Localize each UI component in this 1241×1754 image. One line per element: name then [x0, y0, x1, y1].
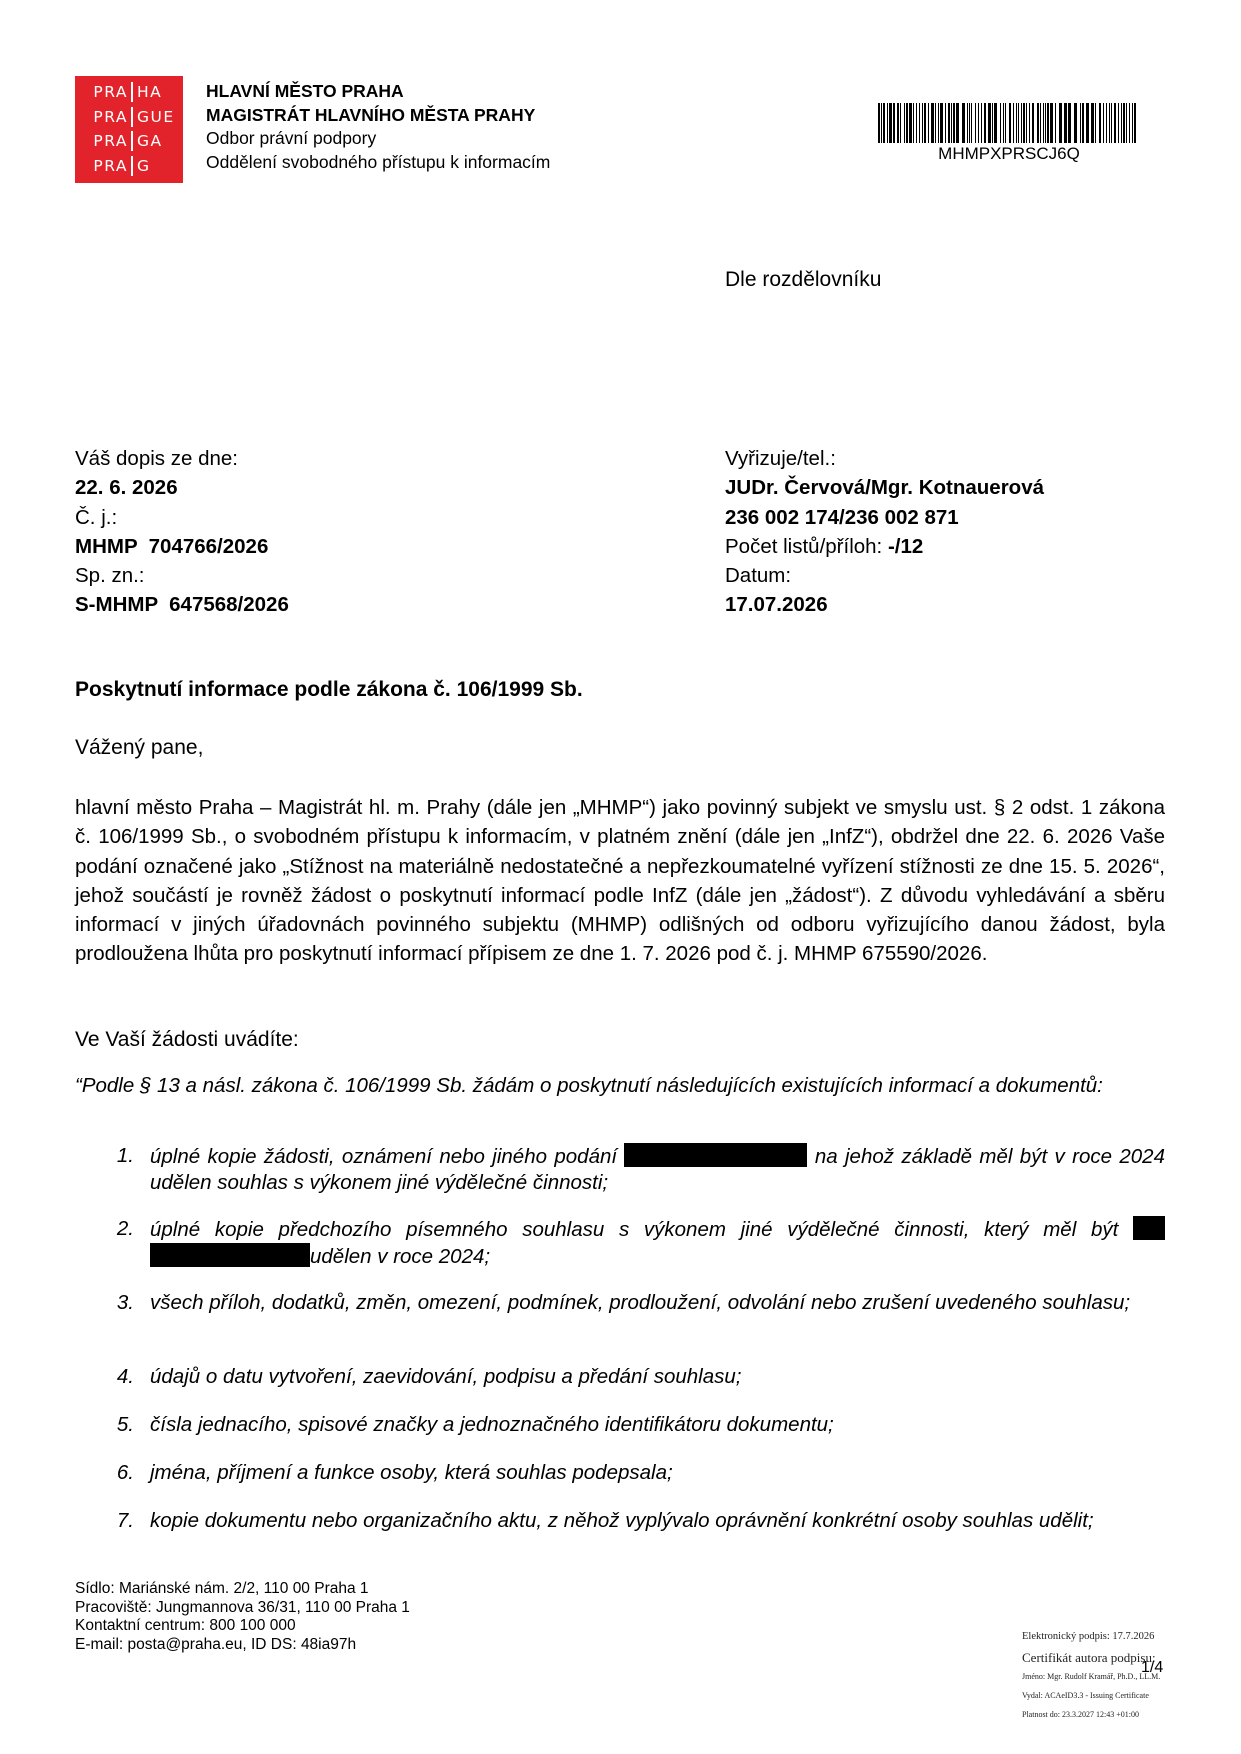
- handler-label: Vyřizuje/tel.:: [725, 447, 836, 470]
- salutation: Vážený pane,: [75, 736, 204, 759]
- letter-date-label: Váš dopis ze dne:: [75, 447, 238, 470]
- quote-intro: “Podle § 13 a násl. zákona č. 106/1999 Sb. žádám o poskytnutí následujících existujících informací a dokumentů:: [75, 1074, 1103, 1097]
- footer-contact-center: Kontaktní centrum: 800 100 000: [75, 1617, 296, 1634]
- date-label: Datum:: [725, 564, 792, 588]
- body-paragraph: hlavní město Praha – Magistrát hl. m. Prahy (dále jen „MHMP“) jako povinný subjekt ve smyslu ust. § 2 odst. 1 zákona č. 106/1999 Sb., o svobodném přístupu k informacím, v platném znění (dále jen „InfZ“), obdržel dne 22. 6. 2026 Vaše podání označené jako „Stížnost na materiálně nedostatečné a nepřezkoumatelné vyřízení stížnosti ze dne 15. 5. 2026“, jehož součástí je rovněž žádost o poskytnutí informací podle InfZ (dále jen „žádost“). Z důvodu vyhledávání a sběru informací v jiných úřadovnách povinného subjektu (MHMP) odlišných od odboru vyřizujícího danou žádost, byla prodloužena lhůta pro poskytnutí informací přípisem ze dne 1. 7. 2026 pod č. j. MHMP 675590/2026.: [75, 796, 1165, 966]
- org-name: HLAVNÍ MĚSTO PRAHA: [206, 81, 404, 101]
- file-label: Sp. zn.:: [75, 564, 145, 588]
- file-number: S-MHMP 647568/2026: [75, 593, 289, 617]
- org-department: Odbor právní podpory: [206, 128, 377, 148]
- handler-block: [725, 444, 1044, 620]
- letter-issue-date: 17.07.2026: [725, 593, 828, 617]
- logo-text: PRA HA PRA GUE PRA GA PRA G: [93, 83, 175, 175]
- org-section: Oddělení svobodného přístupu k informacím: [206, 151, 551, 172]
- reference-block: [75, 444, 289, 620]
- request-intro: Ve Vaší žádosti uvádíte:: [75, 1028, 299, 1051]
- letter-date: 22. 6. 2026: [75, 476, 178, 500]
- handler-phones: 236 002 174/236 002 871: [725, 505, 959, 529]
- handler-names: JUDr. Červová/Mgr. Kotnauerová: [725, 476, 1044, 500]
- sheets-line: Počet listů/příloh: -/12: [725, 534, 924, 558]
- footer-email: E-mail: posta@praha.eu, ID DS: 48ia97h: [75, 1635, 357, 1653]
- org-office: MAGISTRÁT HLAVNÍHO MĚSTA PRAHY: [206, 104, 536, 125]
- footer-seat: Sídlo: Mariánské nám. 2/2, 110 00 Praha 1: [75, 1580, 369, 1597]
- prague-logo: [75, 76, 183, 183]
- electronic-signature: Elektronický podpis: 17.7.2026 Certifikát autora podpisu: Jméno: Mgr. Rudolf Kramář, Ph.D., LL.M. Vydal: ACAeID3.3 - Issuing Certificate Platnost do: 23.3.2027 12:43 +01:00: [1022, 1631, 1161, 1719]
- footer-workplace: Pracoviště: Jungmannova 36/31, 110 00 Praha 1: [75, 1598, 410, 1616]
- redaction-box: [1133, 1216, 1165, 1240]
- sheets-count: -/12: [887, 534, 924, 558]
- ref-number: MHMP 704766/2026: [75, 534, 269, 558]
- recipient: Dle rozdělovníku: [725, 268, 882, 291]
- footer-contact: [75, 1580, 410, 1654]
- barcode-code: MHMPXPRSCJ6Q: [938, 144, 1080, 163]
- page-number: 1/4: [1141, 1659, 1164, 1676]
- letterhead: [206, 80, 550, 174]
- ref-label: Č. j.:: [75, 505, 118, 529]
- redaction-box: [150, 1243, 310, 1267]
- redaction-box: [624, 1143, 807, 1167]
- barcode: [878, 103, 1138, 143]
- subject-line: Poskytnutí informace podle zákona č. 106/1999 Sb.: [75, 678, 583, 701]
